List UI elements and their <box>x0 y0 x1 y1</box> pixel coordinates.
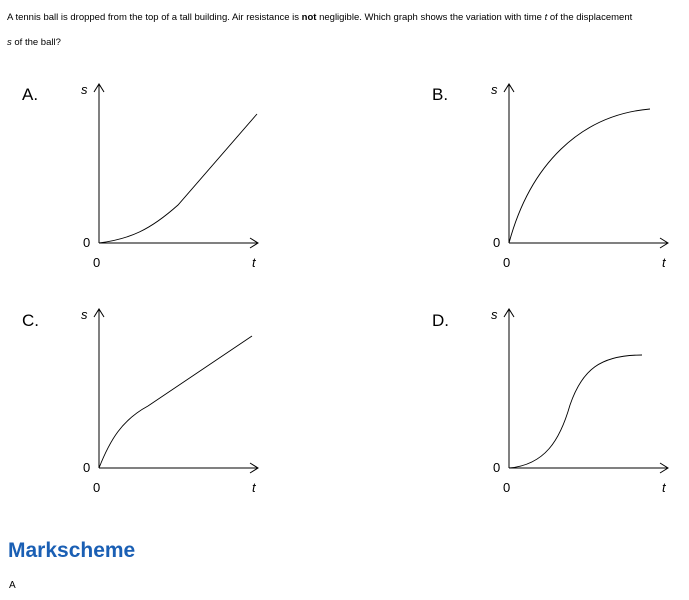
graph-b-y-axis-label: s <box>491 82 498 97</box>
graph-a-curve <box>99 114 257 243</box>
graph-b-curve <box>509 109 650 243</box>
graph-a-x-axis-label: t <box>252 255 256 270</box>
option-c-label: C. <box>22 311 39 330</box>
markscheme-heading: Markscheme <box>8 539 136 562</box>
graph-c-origin-x: 0 <box>93 480 101 495</box>
graph-b-x-axis-label: t <box>662 255 666 270</box>
emphasis-not: not <box>301 12 317 23</box>
symbol-t: t <box>544 12 548 23</box>
symbol-s: s <box>7 37 12 48</box>
markscheme-answer: A <box>9 580 16 591</box>
graph-c-origin-y: 0 <box>83 460 91 475</box>
graph-c-x-axis-label: t <box>252 480 256 495</box>
question-text: A tennis ball is dropped from the top of a tall building. Air resistance is not negligible. Which graph shows the variation with time t of the displacement s of the ball? <box>7 12 633 48</box>
option-b-label: B. <box>432 85 449 104</box>
option-a-label: A. <box>22 85 39 104</box>
graph-d-origin-y: 0 <box>493 460 501 475</box>
graph-b-origin-y: 0 <box>493 235 501 250</box>
graph-a-origin-x: 0 <box>93 255 101 270</box>
graph-c <box>80 300 270 500</box>
graph-d <box>490 300 680 500</box>
graph-c-y-axis-label: s <box>81 307 88 322</box>
graph-d-curve <box>509 355 642 468</box>
graph-a <box>80 75 270 275</box>
graph-d-x-axis-label: t <box>662 480 666 495</box>
graph-a-origin-y: 0 <box>83 235 91 250</box>
graph-d-origin-x: 0 <box>503 480 511 495</box>
graph-b <box>490 75 680 275</box>
graph-b-origin-x: 0 <box>503 255 511 270</box>
option-d-label: D. <box>432 311 449 330</box>
graph-c-curve <box>99 336 252 468</box>
graph-d-y-axis-label: s <box>491 307 498 322</box>
graph-a-y-axis-label: s <box>81 82 88 97</box>
